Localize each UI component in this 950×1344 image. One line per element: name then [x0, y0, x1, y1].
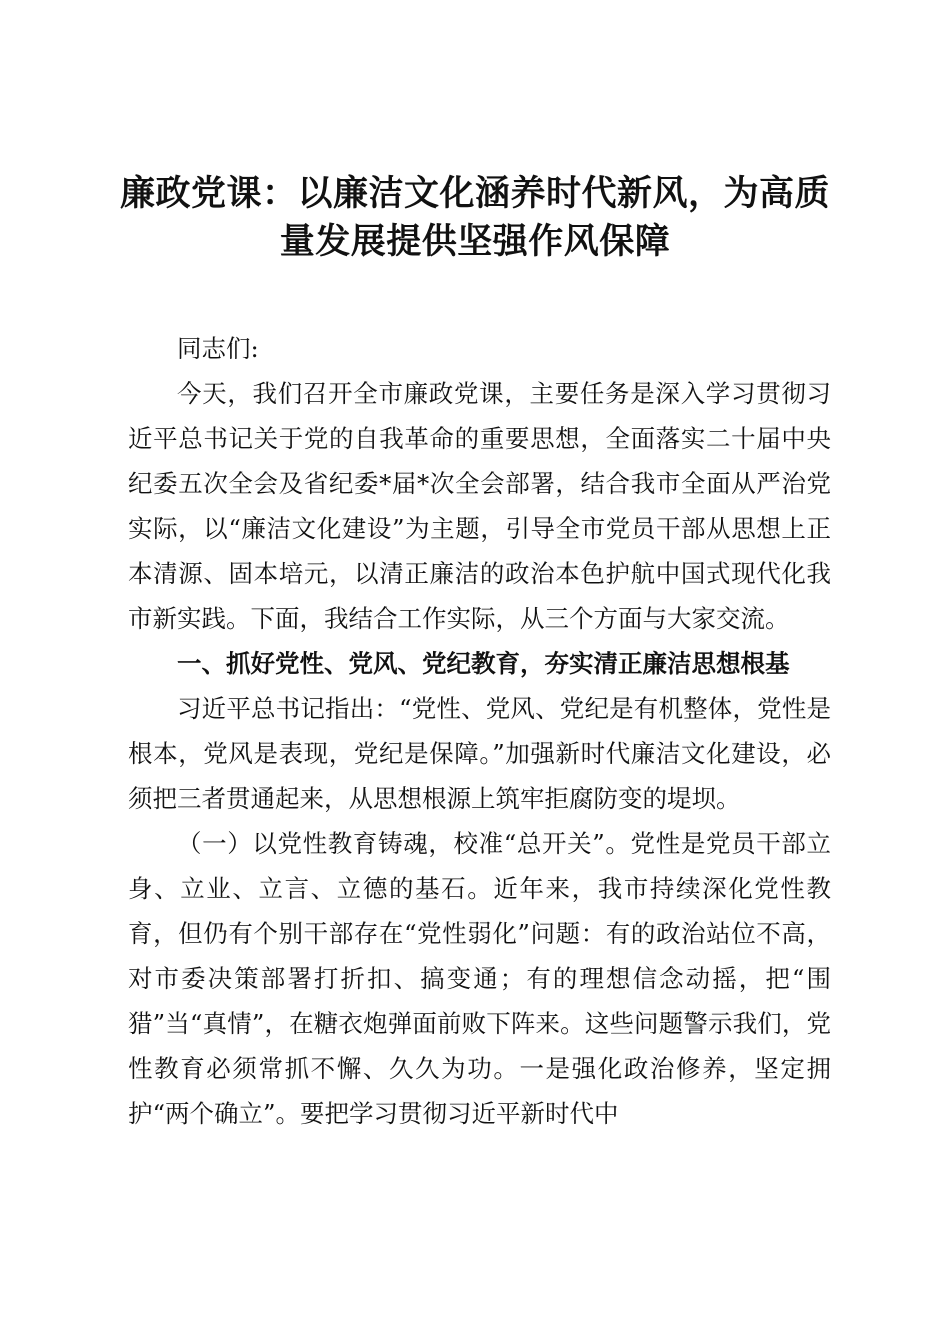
section-heading: 一、抓好党性、党风、党纪教育，夯实清正廉洁思想根基 — [177, 649, 790, 678]
section-paragraph: 习近平总书记指出：“党性、党风、党纪是有机整体，党性是根本，党风是表现，党纪是保障。”加强新时代廉洁文化建设，必须把三者贯通起来，从思想根源上筑牢拒腐防变的堤坝。 — [128, 694, 831, 813]
section-paragraph: （一）以党性教育铸魂，校准“总开关”。党性是党员干部立身、立业、立言、立德的基石。近年来，我市持续深化党性教育，但仍有个别干部存在“党性弱化”问题：有的政治站位不高，对市委决策部署打折扣、搞变通；有的理想信念动摇，把“围猎”当“真情”，在糖衣炮弹面前败下阵来。这些问题警示我们，党性教育必须常抓不懈、久久为功。一是强化政治修养，坚定拥护“两个确立”。要把学习贯彻习近平新时代中 — [128, 829, 831, 1128]
intro-paragraph: 今天，我们召开全市廉政党课，主要任务是深入学习贯彻习近平总书记关于党的自我革命的重要思想，全面落实二十届中央纪委五次全会及省纪委*届*次全会部署，结合我市全面从严治党实际，以“廉洁文化建设”为主题，引导全市党员干部从思想上正本清源、固本培元，以清正廉洁的政治本色护航中国式现代化我市新实践。下面，我结合工作实际，从三个方面与大家交流。 — [128, 379, 831, 633]
document-body — [128, 326, 831, 1136]
salutation: 同志们: — [177, 334, 259, 363]
document-title: 廉政党课：以廉洁文化涵养时代新风，为高质量发展提供坚强作风保障 — [119, 173, 830, 262]
